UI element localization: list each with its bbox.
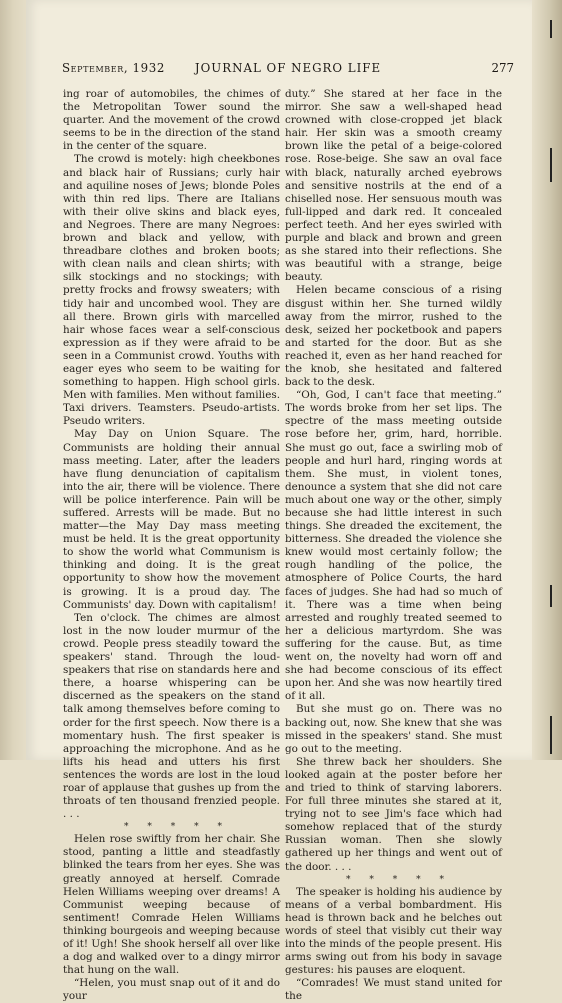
header-date: September, 1932 <box>62 61 165 75</box>
paragraph: Ten o'clock. The chimes are almost lost in the now louder murmur of the crowd. People press steadily toward the speakers' stand. Through the loud-speakers that rise on standards here and there, a hoarse whispering can be discerned as the speakers on the stand talk among themselves before coming to order for the first speech. Now there is a momentary hush. The first speaker is approaching the microphone. And as he lifts his head and utters his first sentences the words are lost in the loud roar of applause that gushes up from the throats of ten thousand frenzied people. . . . <box>63 611 280 821</box>
section-separator: * * * * * <box>346 874 452 885</box>
paragraph: The crowd is motely: high cheekbones and black hair of Russians; curly hair and aquiline noses of Jews; blonde Poles with thin red lips. There are Italians with their olive skins and black eyes, and Negroes. There are many Negroes: brown and black and yellow, with threadbare clothes and broken boots; with clean nails and clean shirts; with silk stockings and no stockings; with pretty frocks and frowsy sweaters; with tidy hair and uncombed wool. They are all there. Brown girls with marcelled hair whose faces wear a self-conscious expression as if they were afraid to be seen in a Communist crowd. Youths with eager eyes who seem to be waiting for something to happen. High school girls. Men with families. Men without families. Taxi drivers. Teamsters. Pseudo-artists. Pseudo writers. <box>63 153 280 428</box>
running-header <box>62 61 514 77</box>
left-text-column <box>63 88 280 1003</box>
paragraph: She threw back her shoulders. She looked again at the poster before her and tried to think of starving laborers. For full three minutes she stared at it, trying not to see Jim's face which had somehow replaced that of the sturdy Russian woman. Then she slowly gathered up her things and went out of the door. . . . <box>285 755 502 873</box>
paragraph: duty.” She stared at her face in the mirror. She saw a well-shaped head crowned with close-cropped jet black hair. Her skin was a smooth creamy brown like the petal of a beige-colored rose. Rose-beige. She saw an oval face with black, naturally arched eyebrows and sensitive nostrils at the end of a chiselled nose. Her sensuous mouth was full-lipped and dark red. It concealed perfect teeth. And her eyes swirled with purple and black and brown and green as she stared into their reflections. She was beautiful with a strange, beige beauty. <box>285 88 502 284</box>
right-binding-edge <box>532 0 562 760</box>
paragraph: May Day on Union Square. The Communists are holding their annual mass meeting. Later, after the leaders have flung denunciation of capitalism into the air, there will be violence. There will be police interference. Pain will be suffered. Arrests will be made. But no matter—the May Day mass meeting must be held. It is the great opportunity to show the world what Communism is thinking and doing. It is the great opportunity to show how the movement is growing. It is a proud day. The Communists' day. Down with capitalism! <box>63 428 280 611</box>
paragraph: “Oh, God, I can't face that meeting.” The words broke from her set lips. The spectre of the mass meeting outside rose before her, grim, hard, horrible. She must go out, face a swirling mob of people and hurl hard, ringing words at them. She must, in violent tones, denounce a system that she did not care much about one way or the other, simply because she had little interest in such things. She dreaded the excitement, the bitterness. She dreaded the violence she knew would most certainly follow; the rough handling of the police, the atmosphere of Police Courts, the hard faces of judges. She had had so much of it. There was a time when being arrested and roughly treated seemed to her a delicious martyrdom. She was suffering for the cause. But, as time went on, the novelty had worn off and she had become conscious of its effect upon her. And she was now heartily tired of it all. <box>285 389 502 703</box>
page-number: 277 <box>491 61 514 75</box>
paragraph: Helen became conscious of a rising disgust within her. She turned wildly away from the mirror, rushed to the desk, seized her pocketbook and papers and started for the door. But as she reached it, even as her hand reached for the knob, she hesitated and faltered back to the desk. <box>285 284 502 389</box>
header-journal-title: JOURNAL OF NEGRO LIFE <box>194 61 382 75</box>
section-separator: * * * * * <box>124 822 230 833</box>
paragraph: Helen rose swiftly from her chair. She stood, panting a little and steadfastly blinked the tears from her eyes. She was greatly annoyed at herself. Comrade Helen Williams weeping over dreams! A Communist weeping because of sentiment! Comrade Helen Williams thinking bourgeois and weeping because of it! Ugh! She shook herself all over like a dog and walked over to a dingy mirror that hung on the wall. <box>63 833 280 977</box>
right-text-column <box>285 88 502 1003</box>
paragraph: “Comrades! We must stand united for the <box>285 977 502 1003</box>
paragraph: But she must go on. There was no backing out, now. She knew that she was missed in the speakers' stand. She must go out to the meeting. <box>285 703 502 755</box>
paragraph: ing roar of automobiles, the chimes of the Metropolitan Tower sound the quarter. And the movement of the crowd seems to be in the direction of the stand in the center of the square. <box>63 88 280 153</box>
paragraph: “Helen, you must snap out of it and do your <box>63 977 280 1003</box>
paragraph: The speaker is holding his audience by means of a verbal bombardment. His head is thrown back and he belches out words of steel that visibly cut their way into the minds of the people present. His arms swing out from his body in savage gestures: his pauses are eloquent. <box>285 885 502 977</box>
